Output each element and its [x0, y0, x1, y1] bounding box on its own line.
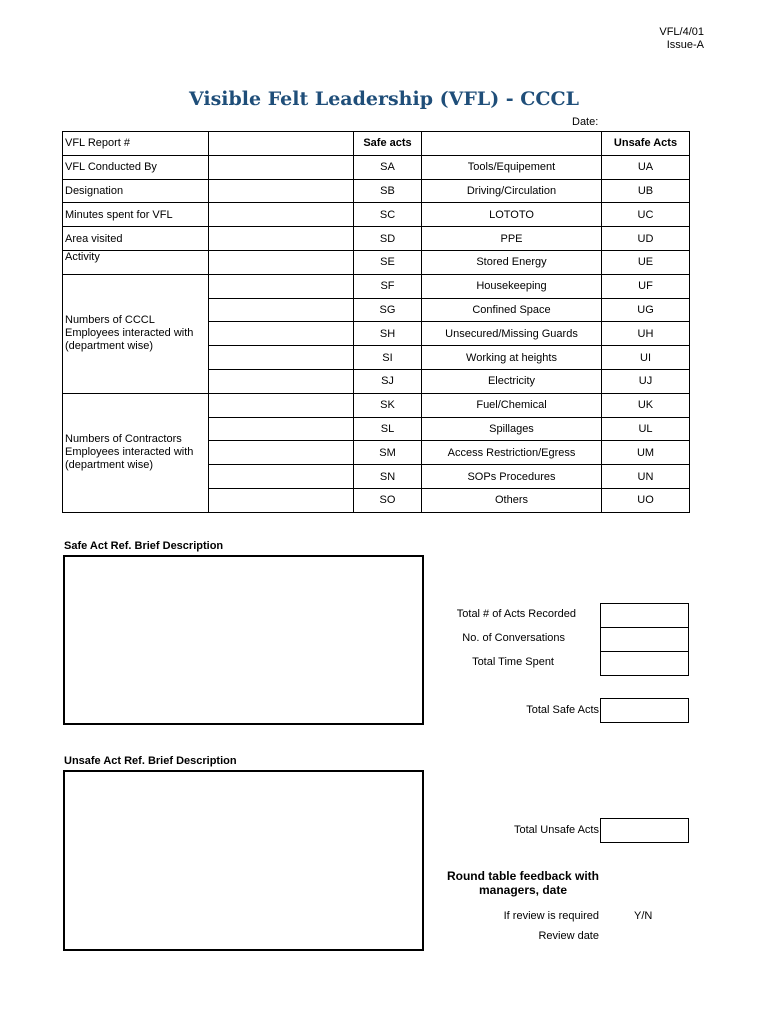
unsafe-code: UN: [602, 465, 690, 489]
label-area-visited: Area visited: [63, 227, 209, 251]
safe-code: SI: [354, 346, 422, 370]
label-activity: Activity: [63, 250, 209, 274]
category: Access Restriction/Egress: [422, 441, 602, 465]
header-blank: [422, 132, 602, 156]
safe-code: SD: [354, 227, 422, 251]
doc-code-number: VFL/4/01: [659, 26, 704, 38]
safe-code: SK: [354, 393, 422, 417]
review-date-label: Review date: [538, 930, 599, 942]
contractor-dept-field[interactable]: [209, 465, 354, 489]
safe-code: SB: [354, 179, 422, 203]
category: Others: [422, 488, 602, 512]
safe-code: SE: [354, 250, 422, 274]
category: Driving/Circulation: [422, 179, 602, 203]
total-acts-label: Total # of Acts Recorded: [456, 608, 576, 620]
total-acts-field[interactable]: [600, 603, 689, 628]
unsafe-code: UI: [602, 346, 690, 370]
category: Working at heights: [422, 346, 602, 370]
cccl-dept-field[interactable]: [209, 322, 354, 346]
cccl-dept-field[interactable]: [209, 346, 354, 370]
cccl-dept-field[interactable]: [209, 369, 354, 393]
category: Housekeeping: [422, 274, 602, 298]
unsafe-code: UK: [602, 393, 690, 417]
contractor-dept-field[interactable]: [209, 488, 354, 512]
unsafe-code: UJ: [602, 369, 690, 393]
safe-code: SF: [354, 274, 422, 298]
review-yn-value[interactable]: Y/N: [634, 910, 653, 922]
unsafe-code: UA: [602, 155, 690, 179]
safe-code: SJ: [354, 369, 422, 393]
activity-field[interactable]: [209, 250, 354, 274]
unsafe-code: UB: [602, 179, 690, 203]
vfl-report-field[interactable]: [209, 132, 354, 156]
doc-issue: Issue-A: [666, 39, 704, 51]
safe-code: SG: [354, 298, 422, 322]
unsafe-code: UL: [602, 417, 690, 441]
label-designation: Designation: [63, 179, 209, 203]
unsafe-code: UE: [602, 250, 690, 274]
cccl-dept-field[interactable]: [209, 298, 354, 322]
total-unsafe-acts-label: Total Unsafe Acts: [514, 824, 599, 836]
safe-code: SN: [354, 465, 422, 489]
total-unsafe-acts-field[interactable]: [600, 818, 689, 843]
safe-code: SL: [354, 417, 422, 441]
conversations-field[interactable]: [600, 627, 689, 652]
area-visited-field[interactable]: [209, 227, 354, 251]
category: PPE: [422, 227, 602, 251]
label-contractor-employees: Numbers of Contractors Employees interacted with (department wise): [63, 393, 209, 512]
unsafe-code: UH: [602, 322, 690, 346]
unsafe-act-desc-box[interactable]: [63, 770, 424, 951]
conducted-by-field[interactable]: [209, 155, 354, 179]
time-spent-label: Total Time Spent: [472, 656, 554, 668]
contractor-dept-field[interactable]: [209, 417, 354, 441]
unsafe-code: UG: [602, 298, 690, 322]
category: SOPs Procedures: [422, 465, 602, 489]
total-safe-acts-label: Total Safe Acts: [526, 704, 599, 716]
cccl-dept-field[interactable]: [209, 274, 354, 298]
unsafe-code: UC: [602, 203, 690, 227]
table-row: [63, 227, 690, 251]
table-row: [63, 274, 690, 298]
document-code: [659, 26, 704, 52]
date-label: Date:: [572, 116, 599, 128]
total-safe-acts-field[interactable]: [600, 698, 689, 723]
unsafe-code: UO: [602, 488, 690, 512]
safe-code: SC: [354, 203, 422, 227]
category: Electricity: [422, 369, 602, 393]
table-row: [63, 155, 690, 179]
safe-code: SH: [354, 322, 422, 346]
category: Fuel/Chemical: [422, 393, 602, 417]
category: Stored Energy: [422, 250, 602, 274]
category: Tools/Equipement: [422, 155, 602, 179]
label-conducted-by: VFL Conducted By: [63, 155, 209, 179]
contractor-dept-field[interactable]: [209, 393, 354, 417]
label-vfl-report: VFL Report #: [63, 132, 209, 156]
safe-code: SO: [354, 488, 422, 512]
header-safe-acts: Safe acts: [354, 132, 422, 156]
table-row: [63, 250, 690, 274]
contractor-dept-field[interactable]: [209, 441, 354, 465]
minutes-spent-field[interactable]: [209, 203, 354, 227]
table-row: [63, 203, 690, 227]
safe-act-desc-label: Safe Act Ref. Brief Description: [64, 540, 224, 552]
header-unsafe-acts: Unsafe Acts: [602, 132, 690, 156]
unsafe-code: UF: [602, 274, 690, 298]
page-title: Visible Felt Leadership (VFL) - CCCL: [188, 88, 580, 110]
table-row: [63, 179, 690, 203]
label-cccl-employees: Numbers of CCCL Employees interacted with (department wise): [63, 274, 209, 393]
round-table-feedback-title: Round table feedback with managers, date: [446, 869, 599, 897]
category: LOTOTO: [422, 203, 602, 227]
safe-act-desc-box[interactable]: [63, 555, 424, 725]
review-required-label: If review is required: [503, 910, 599, 922]
unsafe-code: UD: [602, 227, 690, 251]
category: Spillages: [422, 417, 602, 441]
unsafe-code: UM: [602, 441, 690, 465]
safe-code: SA: [354, 155, 422, 179]
table-row: [63, 132, 690, 156]
unsafe-act-desc-label: Unsafe Act Ref. Brief Description: [64, 755, 237, 767]
category: Confined Space: [422, 298, 602, 322]
category: Unsecured/Missing Guards: [422, 322, 602, 346]
conversations-label: No. of Conversations: [462, 632, 565, 644]
label-minutes-spent: Minutes spent for VFL: [63, 203, 209, 227]
vfl-report-table: [62, 131, 690, 513]
time-spent-field[interactable]: [600, 651, 689, 676]
safe-code: SM: [354, 441, 422, 465]
designation-field[interactable]: [209, 179, 354, 203]
table-row: [63, 393, 690, 417]
